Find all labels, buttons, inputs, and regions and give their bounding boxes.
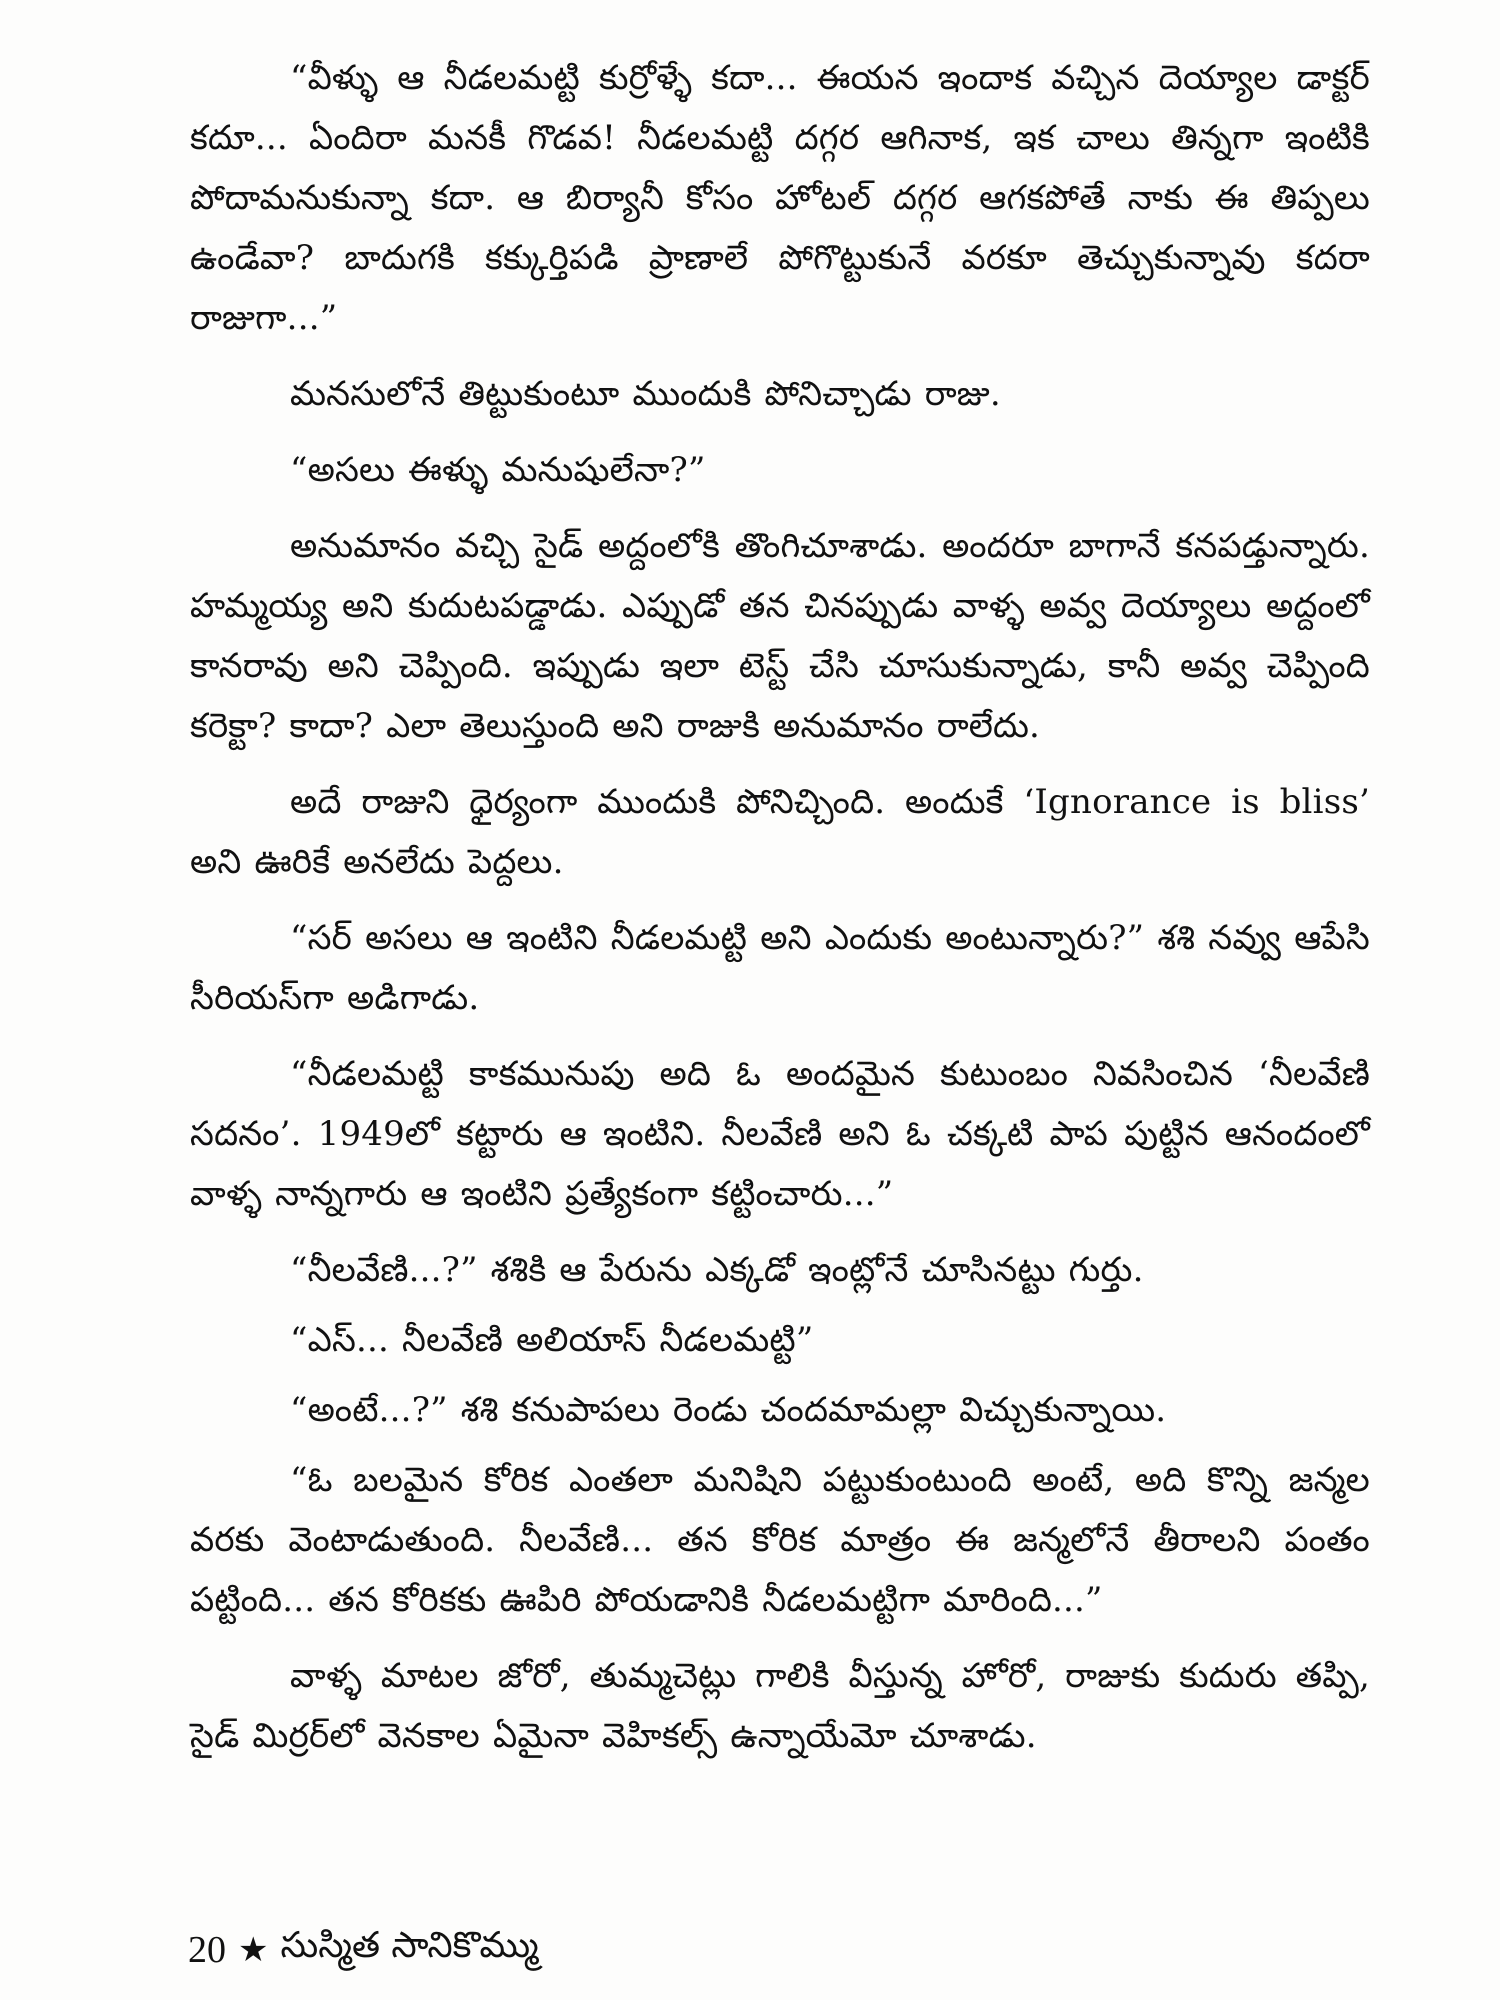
paragraph: “అంటే...?” శశి కనుపాపలు రెండు చందమామల్లా విచ్చుకున్నాయి. [290, 1390, 1167, 1430]
paragraph: వాళ్ళ మాటల జోరో, తుమ్మచెట్లు గాలికి వీస్తున్న హోరో, రాజుకు కుదురు తప్పి, సైడ్ మిర్రర్‌లో వెనకాల ఏమైనా వెహికల్స్ ఉన్నాయేమో చూశాడు. [190, 1656, 1370, 1756]
paragraph: “సర్ అసలు ఆ ఇంటిని నీడలమట్టి అని ఎందుకు అంటున్నారు?” శశి నవ్వు ఆపేసి సీరియస్‌గా అడిగాడు. [190, 918, 1370, 1018]
paragraph: “అసలు ఈళ్ళు మనుషులేనా?” [290, 450, 706, 490]
page-number: 20 [188, 1929, 226, 1971]
author-name: సుస్మిత సానికొమ్ము [280, 1925, 539, 1966]
paragraph: “నీడలమట్టి కాకమునుపు అది ఓ అందమైన కుటుంబం నివసించిన ‘నీలవేణి సదనం’. 1949లో కట్టారు ఆ ఇంటిని. నీలవేణి అని ఓ చక్కటి పాప పుట్టిన ఆనందంలో వాళ్ళ నాన్నగారు ఆ ఇంటిని ప్రత్యేకంగా కట్టించారు...” [190, 1054, 1370, 1214]
paragraph: “వీళ్ళు ఆ నీడలమట్టి కుర్రోళ్ళే కదా... ఈయన ఇందాక వచ్చిన దెయ్యాల డాక్టర్ కదూ... ఏందిరా మనకీ గొడవ! నీడలమట్టి దగ్గర ఆగినాక, ఇక చాలు తిన్నగా ఇంటికి పోదామనుకున్నా కదా. ఆ బిర్యానీ కోసం హోటల్ దగ్గర ఆగకపోతే నాకు ఈ తిప్పలు ఉండేవా? బాదుగకి కక్కుర్తిపడి ప్రాణాలే పోగొట్టుకునే వరకూ తెచ్చుకున్నావు కదరా రాజుగా...” [190, 58, 1370, 338]
paragraph: “నీలవేణి...?” శశికి ఆ పేరును ఎక్కడో ఇంట్లోనే చూసినట్టు గుర్తు. [290, 1250, 1144, 1290]
paragraph: అనుమానం వచ్చి సైడ్ అద్దంలోకి తొంగిచూశాడు. అందరూ బాగానే కనపడ్తున్నారు. హమ్మయ్య అని కుదుటపడ్డాడు. ఎప్పుడో తన చినప్పుడు వాళ్ళ అవ్వ దెయ్యాలు అద్దంలో కానరావు అని చెప్పింది. ఇప్పుడు ఇలా టెస్ట్ చేసి చూసుకున్నాడు, కానీ అవ్వ చెప్పింది కరెక్టా? కాదా? ఎలా తెలుస్తుంది అని రాజుకి అనుమానం రాలేదు. [190, 526, 1370, 746]
paragraph: “ఓ బలమైన కోరిక ఎంతలా మనిషిని పట్టుకుంటుంది అంటే, అది కొన్ని జన్మల వరకు వెంటాడుతుంది. నీలవేణి... తన కోరిక మాత్రం ఈ జన్మలోనే తీరాలని పంతం పట్టింది... తన కోరికకు ఊపిరి పోయడానికి నీడలమట్టిగా మారింది...” [190, 1460, 1370, 1620]
paragraph: “ఎస్... నీలవేణి అలియాస్ నీడలమట్టి” [290, 1320, 814, 1360]
paragraph: మనసులోనే తిట్టుకుంటూ ముందుకి పోనిచ్చాడు రాజు. [290, 374, 1001, 414]
body-text [190, 48, 1370, 1782]
paragraph: అదే రాజుని ధైర్యంగా ముందుకి పోనిచ్చింది. అందుకే ‘Ignorance is bliss’ అని ఊరికే అనలేదు పెద్దలు. [190, 782, 1370, 882]
page-footer [188, 1920, 539, 1980]
star-icon: ★ [238, 1930, 269, 1970]
